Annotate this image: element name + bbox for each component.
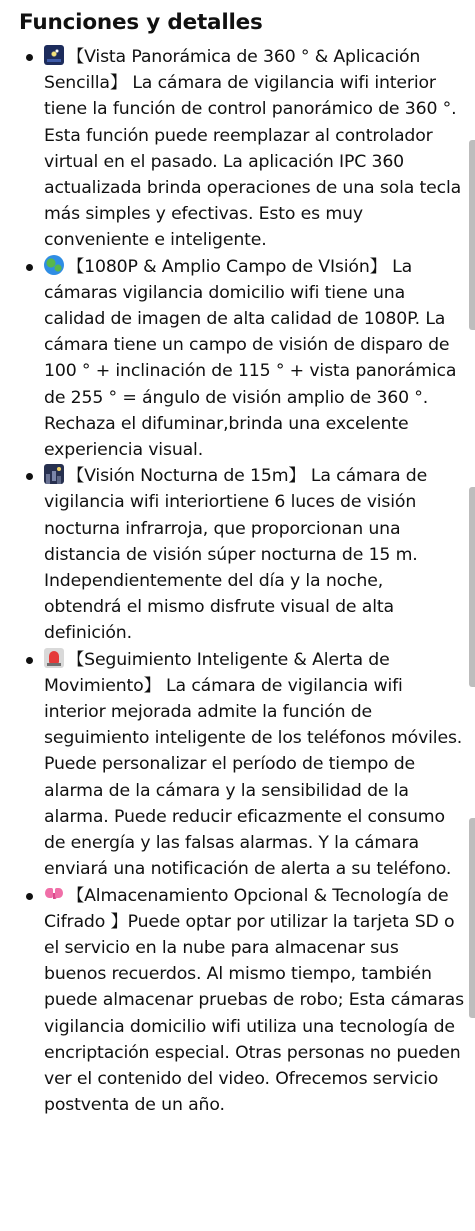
bullet-icon <box>26 473 33 480</box>
feature-text: 【Vista Panorámica de 360 ° & Aplicación Sencilla】 La cámara de vigilancia wifi interior tiene la función de control panorámico de 360 °. Esta función puede reemplazar al controlador virtual en el pasado. La aplicación IPC 360 actualizada brinda operaciones de una sola tecla más simples y efectivas. Esto es muy conveniente e inteligente. <box>44 47 462 251</box>
bullet-icon <box>26 893 33 900</box>
feature-text: 【Almacenamiento Opcional & Tecnología de Cifrado 】Puede optar por utilizar la tarjeta SD o el servicio en la nube para almacenar sus buenos recuerdos. Al mismo tiempo, también puede almacenar pruebas de robo; Esta cámaras vigilancia domicilio wifi utiliza una tecnología de encriptación especial. Otras personas no pueden ver el contenido del video. Ofrecemos servicio postventa de un año. <box>44 885 464 1116</box>
list-item <box>0 647 475 883</box>
bullet-icon <box>26 54 33 61</box>
feature-text: 【1080P & Amplio Campo de VIsión】 La cámaras vigilancia domicilio wifi tiene una calidad de imagen de alta calidad de 1080P. La cámara tiene un campo de visión de disparo de 100 ° + inclinación de 115 ° + vista panorámica de 255 ° = ángulo de visión amplio de 360 °. Rechaza el difuminar,brinda una excelente experiencia visual. <box>44 256 457 461</box>
scrollbar-segment[interactable] <box>469 140 475 330</box>
globe-icon <box>44 255 64 275</box>
siren-icon <box>44 648 64 668</box>
ribbon-icon <box>44 884 64 904</box>
feature-list <box>0 44 475 1118</box>
feature-text: 【Seguimiento Inteligente & Alerta de Movimiento】 La cámara de vigilancia wifi interior mejorada admite la función de seguimiento inteligente de los teléfonos móviles. Puede personalizar el período de tiempo de alarma de la cámara y la sensibilidad de la alarma. Puede reducir eficazmente el consumo de energía y las falsas alarmas. Y la cámara enviará una notificación de alerta a su teléfono. <box>44 649 463 880</box>
night-stars-icon <box>44 45 64 65</box>
list-item <box>0 254 475 464</box>
bullet-icon <box>26 264 33 271</box>
night-city-icon <box>44 464 64 484</box>
list-item <box>0 44 475 254</box>
feature-text: 【Visión Nocturna de 15m】 La cámara de vigilancia wifi interiortiene 6 luces de visión nocturna infrarroja, que proporcionan una distancia de visión súper nocturna de 15 m. Independientemente del día y la noche, obtendrá el mismo disfrute visual de alta definición. <box>44 466 428 644</box>
scrollbar-segment[interactable] <box>469 818 475 1018</box>
scrollbar-segment[interactable] <box>469 487 475 687</box>
list-item <box>0 463 475 646</box>
bullet-icon <box>26 657 33 664</box>
list-item <box>0 883 475 1119</box>
section-title: Funciones y detalles <box>19 10 263 35</box>
